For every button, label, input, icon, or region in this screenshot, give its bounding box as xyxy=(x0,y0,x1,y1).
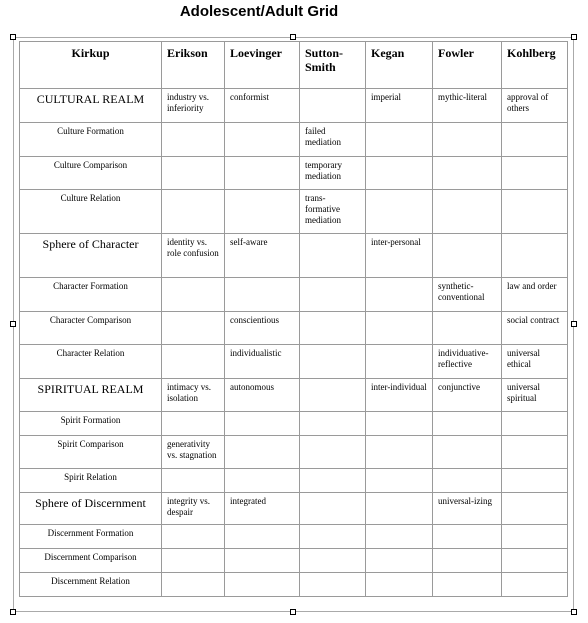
table-cell[interactable]: individualistic xyxy=(225,345,300,379)
table-cell[interactable] xyxy=(433,123,502,157)
table-cell[interactable] xyxy=(433,436,502,469)
table-cell[interactable] xyxy=(502,412,568,436)
table-cell[interactable] xyxy=(366,436,433,469)
column-header-kohlberg: Kohlberg xyxy=(502,42,568,89)
table-cell[interactable] xyxy=(366,345,433,379)
table-cell[interactable] xyxy=(300,89,366,123)
table-cell[interactable] xyxy=(162,412,225,436)
table-row xyxy=(20,190,568,234)
column-header-kirkup: Kirkup xyxy=(20,42,162,89)
table-cell[interactable]: temporary mediation xyxy=(300,157,366,190)
table-cell[interactable] xyxy=(366,312,433,345)
table-row xyxy=(20,573,568,597)
table-row xyxy=(20,469,568,493)
row-label[interactable]: Character Relation xyxy=(20,345,162,379)
table-cell[interactable]: social contract xyxy=(502,312,568,345)
table-cell[interactable]: inter-individual xyxy=(366,379,433,412)
table-cell[interactable] xyxy=(433,549,502,573)
table-cell[interactable] xyxy=(300,234,366,278)
resize-handle-top-left[interactable] xyxy=(10,34,16,40)
table-cell[interactable] xyxy=(300,345,366,379)
table-cell[interactable] xyxy=(300,493,366,525)
table-row xyxy=(20,123,568,157)
table-cell[interactable]: self-aware xyxy=(225,234,300,278)
table-cell[interactable]: failed mediation xyxy=(300,123,366,157)
page-title: Adolescent/Adult Grid xyxy=(179,3,339,20)
table-cell[interactable] xyxy=(300,278,366,312)
table-row xyxy=(20,525,568,549)
table-cell[interactable]: conformist xyxy=(225,89,300,123)
table-cell[interactable] xyxy=(162,123,225,157)
table-cell[interactable] xyxy=(162,549,225,573)
table-cell[interactable]: intimacy vs. isolation xyxy=(162,379,225,412)
column-header-sutton-smith: Sutton-Smith xyxy=(300,42,366,89)
table-cell[interactable] xyxy=(300,549,366,573)
table-cell[interactable] xyxy=(366,469,433,493)
table-cell[interactable] xyxy=(502,234,568,278)
table-cell[interactable] xyxy=(300,469,366,493)
table-cell[interactable] xyxy=(162,157,225,190)
table-cell[interactable] xyxy=(366,549,433,573)
table-cell[interactable] xyxy=(162,345,225,379)
table-cell[interactable] xyxy=(225,469,300,493)
table-cell[interactable] xyxy=(300,379,366,412)
table-cell[interactable]: trans-formative mediation xyxy=(300,190,366,234)
table-cell[interactable] xyxy=(162,573,225,597)
table-cell[interactable] xyxy=(433,412,502,436)
column-header-loevinger: Loevinger xyxy=(225,42,300,89)
table-cell[interactable] xyxy=(225,278,300,312)
row-label[interactable]: Spirit Formation xyxy=(20,412,162,436)
table-row xyxy=(20,493,568,525)
resize-handle-bottom-left[interactable] xyxy=(10,609,16,615)
table-cell[interactable] xyxy=(502,190,568,234)
row-label[interactable]: Culture Formation xyxy=(20,123,162,157)
table-cell[interactable] xyxy=(225,412,300,436)
table-cell[interactable]: approval of others xyxy=(502,89,568,123)
table-cell[interactable] xyxy=(225,525,300,549)
table-row xyxy=(20,234,568,278)
realm-label[interactable]: Sphere of Discernment xyxy=(20,493,162,525)
table-row xyxy=(20,312,568,345)
table-cell[interactable] xyxy=(502,525,568,549)
table-cell[interactable] xyxy=(366,157,433,190)
table-cell[interactable] xyxy=(502,549,568,573)
table-cell[interactable]: universal-izing xyxy=(433,493,502,525)
table-cell[interactable] xyxy=(300,573,366,597)
resize-handle-middle-left[interactable] xyxy=(10,321,16,327)
table-row xyxy=(20,345,568,379)
table-cell[interactable]: industry vs. inferiority xyxy=(162,89,225,123)
row-label[interactable]: Culture Comparison xyxy=(20,157,162,190)
table-cell[interactable] xyxy=(433,573,502,597)
table-cell[interactable]: integrated xyxy=(225,493,300,525)
table-cell[interactable]: imperial xyxy=(366,89,433,123)
realm-label[interactable]: SPIRITUAL REALM xyxy=(20,379,162,412)
table-cell[interactable] xyxy=(162,525,225,549)
table-cell[interactable] xyxy=(162,278,225,312)
table-row xyxy=(20,379,568,412)
row-label[interactable]: Discernment Relation xyxy=(20,573,162,597)
table-cell[interactable] xyxy=(502,123,568,157)
resize-handle-top-center[interactable] xyxy=(290,34,296,40)
table-cell[interactable] xyxy=(502,469,568,493)
row-label[interactable]: Discernment Formation xyxy=(20,525,162,549)
table-cell[interactable] xyxy=(433,190,502,234)
table-cell[interactable] xyxy=(162,469,225,493)
table-cell[interactable] xyxy=(502,436,568,469)
table-cell[interactable] xyxy=(366,190,433,234)
resize-handle-top-right[interactable] xyxy=(571,34,577,40)
resize-handle-middle-right[interactable] xyxy=(571,321,577,327)
column-header-fowler: Fowler xyxy=(433,42,502,89)
table-row xyxy=(20,278,568,312)
row-label[interactable]: Discernment Comparison xyxy=(20,549,162,573)
table-cell[interactable] xyxy=(300,412,366,436)
table-cell[interactable] xyxy=(225,549,300,573)
table-row xyxy=(20,157,568,190)
row-label[interactable]: Spirit Relation xyxy=(20,469,162,493)
table-cell[interactable] xyxy=(225,123,300,157)
table-cell[interactable] xyxy=(366,412,433,436)
table-cell[interactable] xyxy=(225,157,300,190)
table-cell[interactable]: integrity vs. despair xyxy=(162,493,225,525)
table-cell[interactable] xyxy=(366,493,433,525)
table-cell[interactable] xyxy=(433,234,502,278)
table-row xyxy=(20,549,568,573)
column-header-kegan: Kegan xyxy=(366,42,433,89)
table-cell[interactable] xyxy=(502,157,568,190)
table-cell[interactable]: mythic-literal xyxy=(433,89,502,123)
table-cell[interactable]: universal spiritual xyxy=(502,379,568,412)
column-header-erikson: Erikson xyxy=(162,42,225,89)
table-cell[interactable] xyxy=(502,573,568,597)
resize-handle-bottom-right[interactable] xyxy=(571,609,577,615)
table-cell[interactable]: autonomous xyxy=(225,379,300,412)
table-cell[interactable] xyxy=(300,436,366,469)
table-cell[interactable] xyxy=(433,469,502,493)
table-row xyxy=(20,436,568,469)
table-cell[interactable] xyxy=(162,190,225,234)
developmental-grid-table[interactable] xyxy=(19,41,568,597)
table-cell[interactable]: synthetic-conventional xyxy=(433,278,502,312)
row-label[interactable]: Spirit Comparison xyxy=(20,436,162,469)
table-cell[interactable] xyxy=(225,436,300,469)
realm-label[interactable]: Sphere of Character xyxy=(20,234,162,278)
table-cell[interactable] xyxy=(366,573,433,597)
table-cell[interactable] xyxy=(225,573,300,597)
table-cell[interactable] xyxy=(433,157,502,190)
row-label[interactable]: Culture Relation xyxy=(20,190,162,234)
table-cell[interactable]: generativity vs. stagnation xyxy=(162,436,225,469)
realm-label[interactable]: CULTURAL REALM xyxy=(20,89,162,123)
table-cell[interactable] xyxy=(300,525,366,549)
table-cell[interactable] xyxy=(502,493,568,525)
row-label[interactable]: Character Comparison xyxy=(20,312,162,345)
header-row xyxy=(20,42,568,89)
table-cell[interactable]: identity vs. role confusion xyxy=(162,234,225,278)
table-cell[interactable] xyxy=(225,190,300,234)
table-cell[interactable]: conjunctive xyxy=(433,379,502,412)
table-cell[interactable]: inter-personal xyxy=(366,234,433,278)
table-cell[interactable]: universal ethical xyxy=(502,345,568,379)
table-cell[interactable] xyxy=(366,525,433,549)
table-cell[interactable] xyxy=(162,312,225,345)
table-cell[interactable] xyxy=(433,525,502,549)
row-label[interactable]: Character Formation xyxy=(20,278,162,312)
table-cell[interactable] xyxy=(366,278,433,312)
table-cell[interactable] xyxy=(366,123,433,157)
table-row xyxy=(20,412,568,436)
table-cell[interactable]: individuative-reflective xyxy=(433,345,502,379)
table-cell[interactable] xyxy=(433,312,502,345)
table-cell[interactable] xyxy=(300,312,366,345)
table-row xyxy=(20,89,568,123)
resize-handle-bottom-center[interactable] xyxy=(290,609,296,615)
table-cell[interactable]: conscientious xyxy=(225,312,300,345)
table-cell[interactable]: law and order xyxy=(502,278,568,312)
